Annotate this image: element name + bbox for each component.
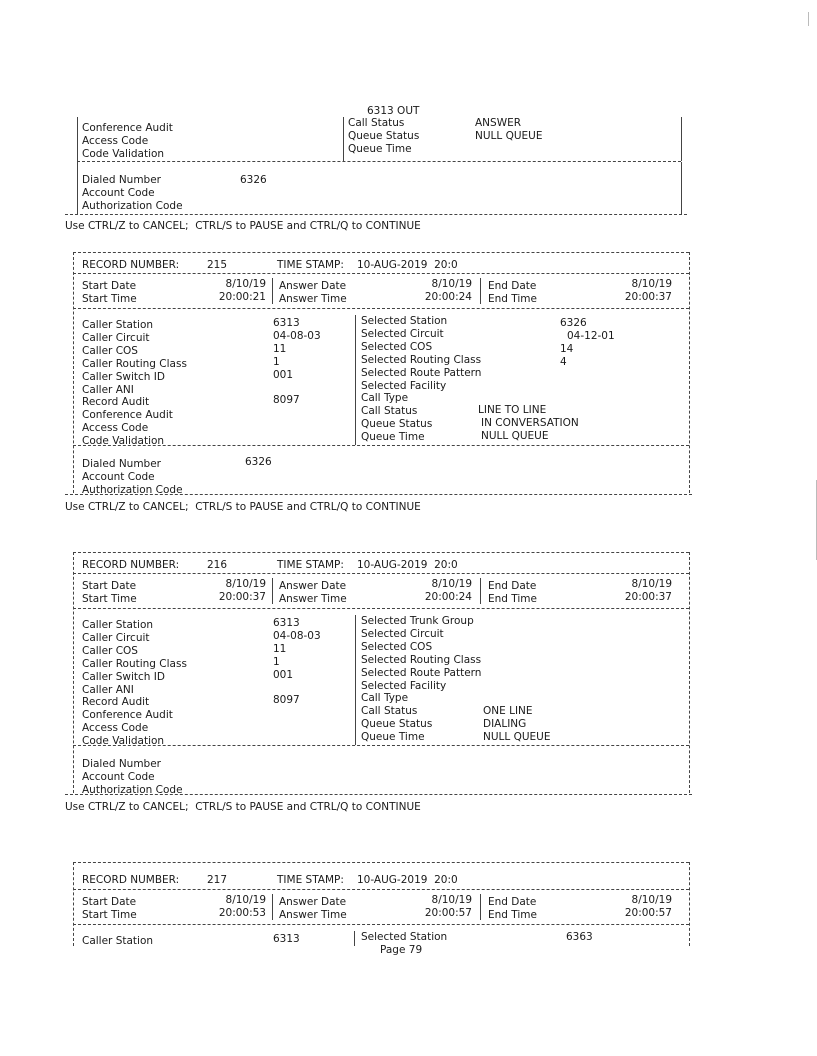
selected-field-value: 6363 (566, 931, 593, 943)
record-number-label: RECORD NUMBER: (82, 259, 180, 271)
time-stamp: 10-AUG-2019 20:0 (357, 559, 458, 571)
dashed-divider (65, 214, 687, 215)
caller-field-label: Caller Circuit (82, 331, 150, 344)
field-value: ANSWER (475, 117, 522, 129)
selected-field-label: Queue Time (361, 731, 425, 744)
field-label: Start Date (82, 580, 137, 592)
time-stamp: 10-AUG-2019 20:0 (357, 874, 458, 886)
end-date: 8/10/19 (631, 278, 672, 290)
caller-field-label: Record Audit (82, 396, 150, 409)
caller-field-label: Caller ANI (82, 683, 134, 696)
field-label: Account Code (82, 771, 155, 783)
dashed-divider (65, 794, 692, 795)
column-separator (73, 862, 74, 946)
caller-field-label: Access Code (82, 422, 149, 435)
caller-field-value: 8097 (273, 694, 300, 707)
field-label: Answer Time (279, 593, 347, 605)
answer-date: 8/10/19 (431, 278, 472, 290)
dialed-number: 6326 (245, 456, 272, 468)
end-time: 20:00:37 (624, 591, 672, 603)
selected-field-label: Call Status (361, 705, 418, 718)
extension-out: 6313 OUT (367, 105, 420, 117)
dashed-divider (77, 161, 681, 162)
dashed-divider (73, 924, 689, 925)
column-separator (272, 278, 273, 304)
field-label: Account Code (82, 187, 155, 199)
dashed-divider (73, 862, 689, 863)
answer-time: 20:00:24 (424, 591, 472, 603)
field-label: Start Time (82, 293, 137, 305)
field-label: Answer Date (279, 896, 347, 908)
selected-field-label: Selected Circuit (361, 327, 444, 340)
caller-field-label: Code Validation (82, 735, 165, 748)
instruction-line: Use CTRL/Z to CANCEL; CTRL/S to PAUSE and CTRL/Q to CONTINUE (65, 501, 421, 513)
column-separator (355, 315, 356, 445)
caller-field-label: Code Validation (82, 435, 165, 448)
end-time: 20:00:57 (624, 907, 672, 919)
selected-field-label: Selected COS (361, 640, 433, 653)
field-label: Dialed Number (82, 174, 161, 186)
column-separator (354, 931, 355, 946)
caller-field-value: 6313 (273, 617, 300, 629)
selected-field-value: NULL QUEUE (481, 430, 549, 442)
column-separator (77, 162, 78, 215)
column-separator (343, 117, 344, 161)
selected-field-label: Selected Route Pattern (361, 666, 482, 679)
time-stamp-label: TIME STAMP: (277, 874, 344, 886)
selected-field-label: Call Status (361, 405, 418, 418)
selected-field-label: Selected Facility (361, 679, 447, 692)
column-separator (689, 552, 690, 793)
caller-field-label: Access Code (82, 722, 149, 735)
selected-field-label: Selected COS (361, 340, 433, 353)
field-label: Authorization Code (82, 484, 183, 496)
column-separator (73, 552, 74, 793)
caller-field-label: Caller COS (82, 344, 138, 357)
start-time: 20:00:37 (218, 591, 266, 603)
field-label: End Date (488, 280, 537, 292)
selected-field-label: Call Type (361, 392, 409, 405)
selected-field-label: Selected Station (361, 315, 448, 327)
end-date: 8/10/19 (631, 578, 672, 590)
field-label: Code Validation (82, 148, 165, 160)
field-label: Authorization Code (82, 200, 183, 212)
field-label: Answer Time (279, 293, 347, 305)
selected-field-value: NULL QUEUE (483, 731, 551, 743)
field-label: Start Date (82, 896, 137, 908)
answer-time: 20:00:24 (424, 291, 472, 303)
selected-field-value: 14 (560, 343, 574, 355)
dashed-divider (73, 889, 689, 890)
caller-field-label: Caller Circuit (82, 631, 150, 644)
field-label: End Date (488, 580, 537, 592)
caller-field-label: Record Audit (82, 696, 150, 709)
instruction-line: Use CTRL/Z to CANCEL; CTRL/S to PAUSE and CTRL/Q to CONTINUE (65, 220, 421, 232)
column-separator (73, 252, 74, 493)
selected-field-value: 6326 (560, 317, 587, 329)
record-number: 217 (207, 874, 228, 886)
selected-field-label: Selected Circuit (361, 627, 444, 640)
column-separator (272, 578, 273, 604)
selected-field-label: Selected Route Pattern (361, 366, 482, 379)
start-time: 20:00:53 (218, 907, 266, 919)
dashed-divider (73, 608, 689, 609)
field-label: End Date (488, 896, 537, 908)
answer-time: 20:00:57 (424, 907, 472, 919)
column-separator (77, 117, 78, 161)
field-label: Access Code (82, 135, 149, 147)
field-label: Call Status (348, 117, 405, 129)
field-label: End Time (488, 909, 537, 921)
selected-field-label: Call Type (361, 692, 409, 705)
caller-field-label: Caller Routing Class (82, 357, 187, 370)
caller-field-value: 1 (273, 355, 280, 368)
field-label: Dialed Number (82, 458, 161, 470)
instruction-line: Use CTRL/Z to CANCEL; CTRL/S to PAUSE and CTRL/Q to CONTINUE (65, 801, 421, 813)
scan-artifact (808, 12, 809, 26)
caller-field-value: 001 (273, 368, 294, 381)
field-label: Account Code (82, 471, 155, 483)
selected-field-label: Queue Time (361, 431, 425, 444)
dialed-number: 6326 (240, 174, 267, 186)
selected-field-label: Selected Routing Class (361, 653, 482, 666)
caller-field-label: Caller Station (82, 935, 154, 947)
field-label: Authorization Code (82, 784, 183, 796)
dashed-divider (73, 552, 689, 553)
selected-field-value: ONE LINE (483, 705, 533, 717)
caller-field-value: 1 (273, 655, 280, 668)
record-number-label: RECORD NUMBER: (82, 559, 180, 571)
dashed-divider (73, 252, 689, 253)
caller-field-label: Caller ANI (82, 383, 134, 396)
time-stamp-label: TIME STAMP: (277, 559, 344, 571)
field-label: Queue Status (348, 130, 420, 142)
record-number-label: RECORD NUMBER: (82, 874, 180, 886)
dashed-divider (73, 445, 689, 446)
caller-field-value: 8097 (273, 394, 300, 407)
column-separator (480, 278, 481, 304)
answer-date: 8/10/19 (431, 894, 472, 906)
caller-field-value: 001 (273, 668, 294, 681)
field-label: Queue Time (348, 143, 412, 155)
column-separator (355, 615, 356, 745)
record-number: 216 (207, 559, 228, 571)
end-time: 20:00:37 (624, 291, 672, 303)
selected-field-label: Selected Routing Class (361, 353, 482, 366)
time-stamp: 10-AUG-2019 20:0 (357, 259, 458, 271)
dashed-divider (65, 494, 692, 495)
field-label: Start Date (82, 280, 137, 292)
field-label: Dialed Number (82, 758, 161, 770)
dashed-divider (73, 573, 689, 574)
caller-field-label: Caller Routing Class (82, 657, 187, 670)
field-label: Start Time (82, 593, 137, 605)
selected-field-value: 04-12-01 (567, 330, 615, 342)
selected-field-label: Selected Trunk Group (361, 615, 474, 627)
caller-field-label: Conference Audit (82, 709, 173, 722)
answer-date: 8/10/19 (431, 578, 472, 590)
caller-field-label: Caller Switch ID (82, 670, 165, 683)
field-label: Answer Date (279, 280, 347, 292)
caller-field-value: 6313 (273, 317, 300, 329)
page-number: Page 79 (380, 944, 423, 956)
selected-field-label: Queue Status (361, 418, 433, 431)
column-separator (689, 862, 690, 946)
column-separator (681, 162, 682, 215)
selected-field-label: Queue Status (361, 718, 433, 731)
selected-field-value: IN CONVERSATION (481, 417, 579, 429)
column-separator (689, 252, 690, 493)
caller-field-value: 04-08-03 (273, 329, 321, 342)
selected-field-value: 4 (560, 356, 567, 368)
dashed-divider (73, 273, 689, 274)
caller-field-value: 04-08-03 (273, 629, 321, 642)
column-separator (480, 894, 481, 920)
selected-field-value: LINE TO LINE (478, 404, 547, 416)
dashed-divider (73, 308, 689, 309)
field-label: Answer Time (279, 909, 347, 921)
column-separator (681, 117, 682, 161)
start-date: 8/10/19 (225, 578, 266, 590)
selected-field-label: Selected Station (361, 931, 448, 943)
field-label: Answer Date (279, 580, 347, 592)
caller-field-label: Caller Station (82, 319, 154, 331)
caller-field-value: 6313 (273, 933, 300, 945)
field-label: End Time (488, 293, 537, 305)
dashed-divider (73, 745, 689, 746)
selected-field-value: DIALING (483, 718, 527, 730)
field-label: End Time (488, 593, 537, 605)
field-label: Conference Audit (82, 122, 173, 134)
field-label: Start Time (82, 909, 137, 921)
caller-field-value: 11 (273, 342, 287, 355)
caller-field-label: Conference Audit (82, 409, 173, 422)
end-date: 8/10/19 (631, 894, 672, 906)
start-date: 8/10/19 (225, 278, 266, 290)
caller-field-label: Caller Station (82, 619, 154, 631)
column-separator (480, 578, 481, 604)
caller-field-label: Caller COS (82, 644, 138, 657)
caller-field-value: 11 (273, 642, 287, 655)
start-date: 8/10/19 (225, 894, 266, 906)
selected-field-label: Selected Facility (361, 379, 447, 392)
column-separator (272, 894, 273, 920)
caller-field-label: Caller Switch ID (82, 370, 165, 383)
start-time: 20:00:21 (218, 291, 266, 303)
record-number: 215 (207, 259, 228, 271)
time-stamp-label: TIME STAMP: (277, 259, 344, 271)
field-value: NULL QUEUE (475, 130, 543, 142)
